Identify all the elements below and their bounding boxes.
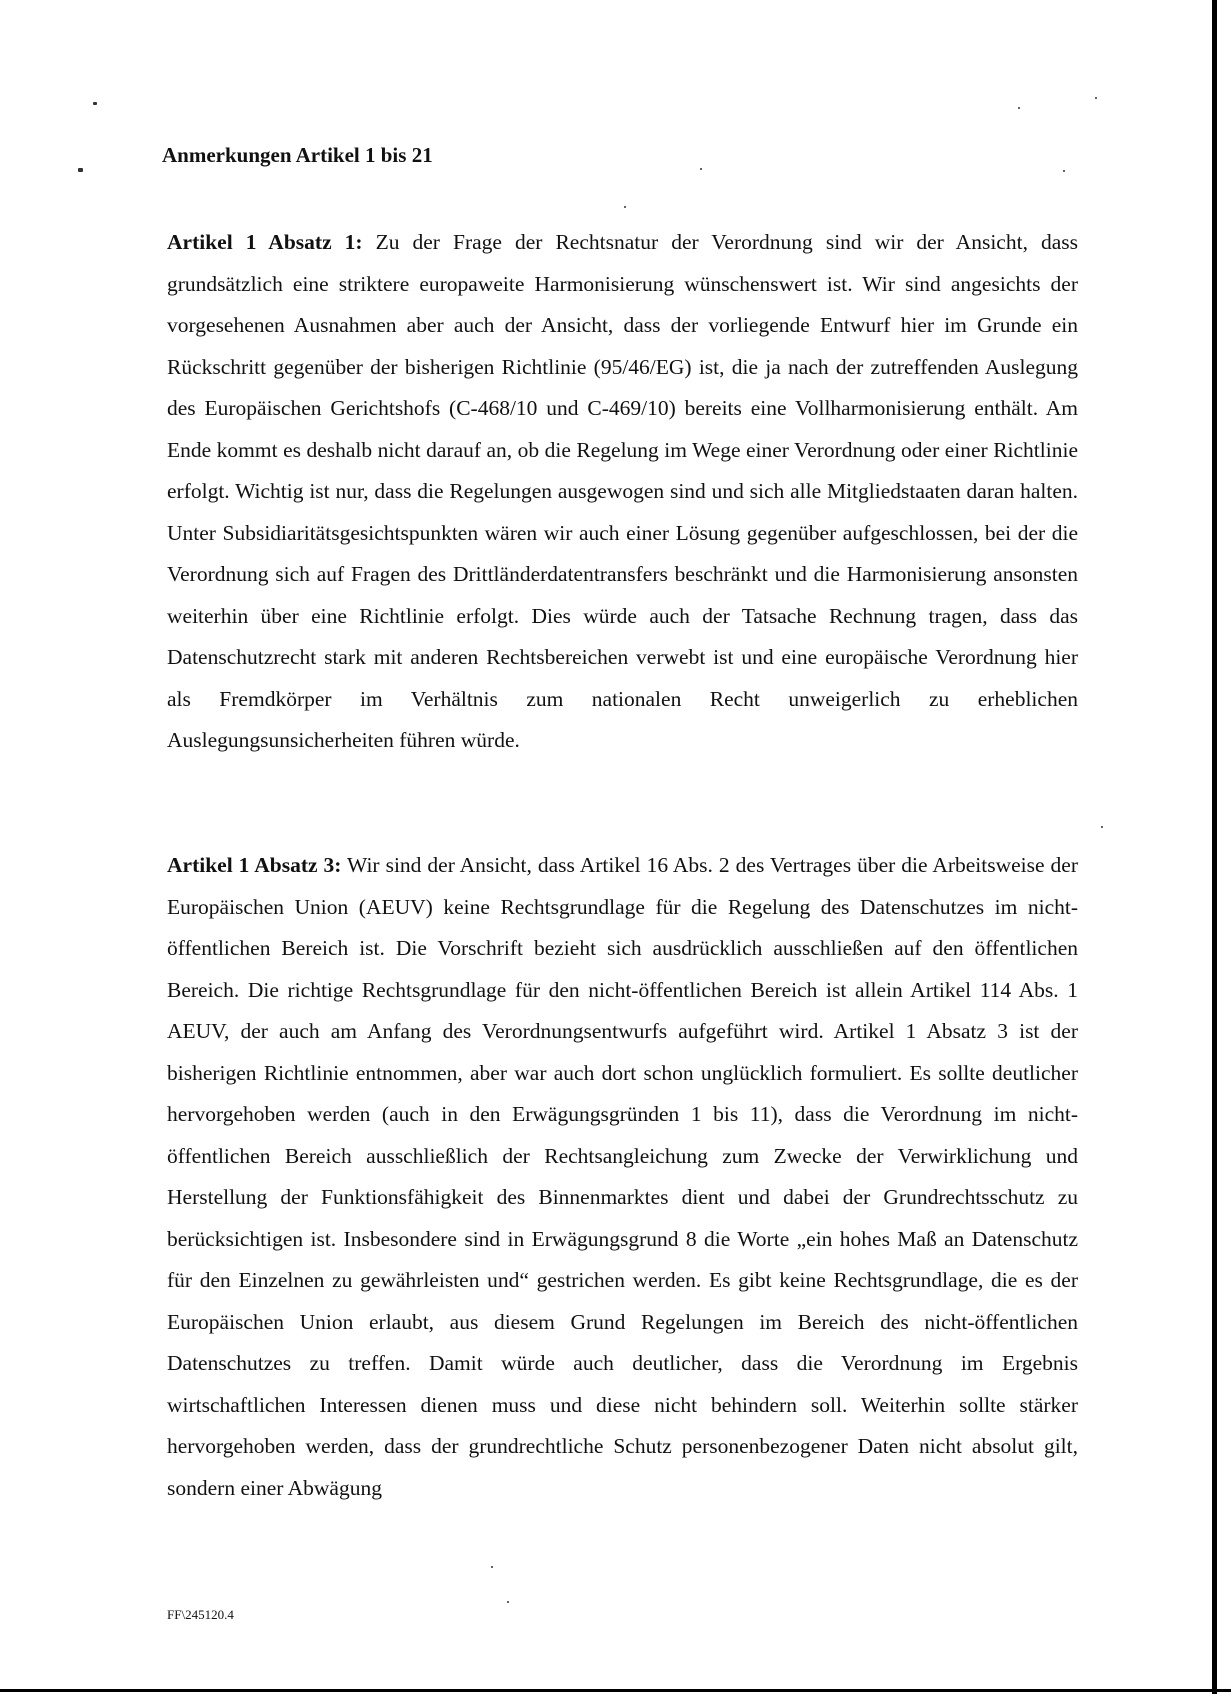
page-heading: Anmerkungen Artikel 1 bis 21	[162, 143, 433, 167]
scan-speck	[700, 168, 702, 170]
paragraph-article-1-para-1	[167, 222, 1078, 762]
paragraph-article-1-para-3	[167, 845, 1078, 1509]
scan-speck	[1101, 826, 1103, 828]
scan-border-right	[1212, 0, 1217, 1694]
scan-speck	[78, 168, 83, 172]
scan-speck	[507, 1601, 509, 1603]
scan-speck	[1095, 97, 1097, 99]
paragraph-text: Zu der Frage der Rechtsnatur der Verordnung sind wir der Ansicht, dass grundsätzlich eine striktere europaweite Harmonisierung wünschenswert ist. Wir sind angesichts der vorgesehenen Ausnahmen aber auch der Ansicht, dass der vorliegende Entwurf hier im Grunde ein Rückschritt gegenüber der bisherigen Richtlinie (95/46/EG) ist, die ja nach der zutreffenden Auslegung des Europäischen Gerichtshofs (C-468/10 und C-469/10) bereits eine Vollharmonisierung enthält. Am Ende kommt es deshalb nicht darauf an, ob die Regelung im Wege einer Verordnung oder einer Richtlinie erfolgt. Wichtig ist nur, dass die Regelungen ausgewogen sind und sich alle Mitgliedstaaten daran halten. Unter Subsidiaritätsgesichtspunkten wären wir auch einer Lösung gegenüber aufgeschlossen, bei der die Verordnung sich auf Fragen des Drittländerdatentransfers beschränkt und die Harmonisierung ansonsten weiterhin über eine Richtlinie erfolgt. Dies würde auch der Tatsache Rechnung tragen, dass das Datenschutzrecht stark mit anderen Rechtsbereichen verwebt ist und eine europäische Verordnung hier als Fremdkörper im Verhältnis zum nationalen Recht unweigerlich zu erheblichen Auslegungsunsicherheiten führen würde.	[167, 230, 1079, 752]
scan-speck	[1063, 170, 1065, 172]
scan-speck	[491, 1566, 493, 1568]
paragraph-text: Wir sind der Ansicht, dass Artikel 16 Abs. 2 des Vertrages über die Arbeitsweise der Europäischen Union (AEUV) keine Rechtsgrundlage für die Regelung des Datenschutzes im nicht-öffentlichen Bereich ist. Die Vorschrift bezieht sich ausdrücklich ausschließen auf den öffentlichen Bereich. Die richtige Rechtsgrundlage für den nicht-öffentlichen Bereich ist allein Artikel 114 Abs. 1 AEUV, der auch am Anfang des Verordnungsentwurfs aufgeführt wird. Artikel 1 Absatz 3 ist der bisherigen Richtlinie entnommen, aber war auch dort schon unglücklich formuliert. Es sollte deutlicher hervorgehoben werden (auch in den Erwägungsgründen 1 bis 11), dass die Verordnung im nicht-öffentlichen Bereich ausschließlich der Rechtsangleichung zum Zwecke der Verwirklichung und Herstellung der Funktionsfähigkeit des Binnenmarktes dient und dabei der Grundrechtsschutz zu berücksichtigen ist. Insbesondere sind in Erwägungsgrund 8 die Worte „ein hohes Maß an Datenschutz für den Einzelnen zu gewährleisten und“ gestrichen werden. Es gibt keine Rechtsgrundlage, die es der Europäischen Union erlaubt, aus diesem Grund Regelungen im Bereich des nicht-öffentlichen Datenschutzes zu treffen. Damit würde auch deutlicher, dass die Verordnung im Ergebnis wirtschaftlichen Interessen dienen muss und diese nicht behindern soll. Weiterhin sollte stärker hervorgehoben werden, dass der grundrechtliche Schutz personenbezogener Daten nicht absolut gilt, sondern einer Abwägung	[167, 853, 1079, 1500]
scan-speck	[93, 102, 97, 105]
paragraph-lead: Artikel 1 Absatz 3:	[167, 853, 342, 877]
scan-speck	[1018, 107, 1020, 109]
scan-border-bottom	[0, 1689, 1231, 1692]
paragraph-lead: Artikel 1 Absatz 1:	[167, 230, 363, 254]
document-reference-id: FF\245120.4	[167, 1607, 234, 1622]
scan-speck	[624, 206, 626, 208]
